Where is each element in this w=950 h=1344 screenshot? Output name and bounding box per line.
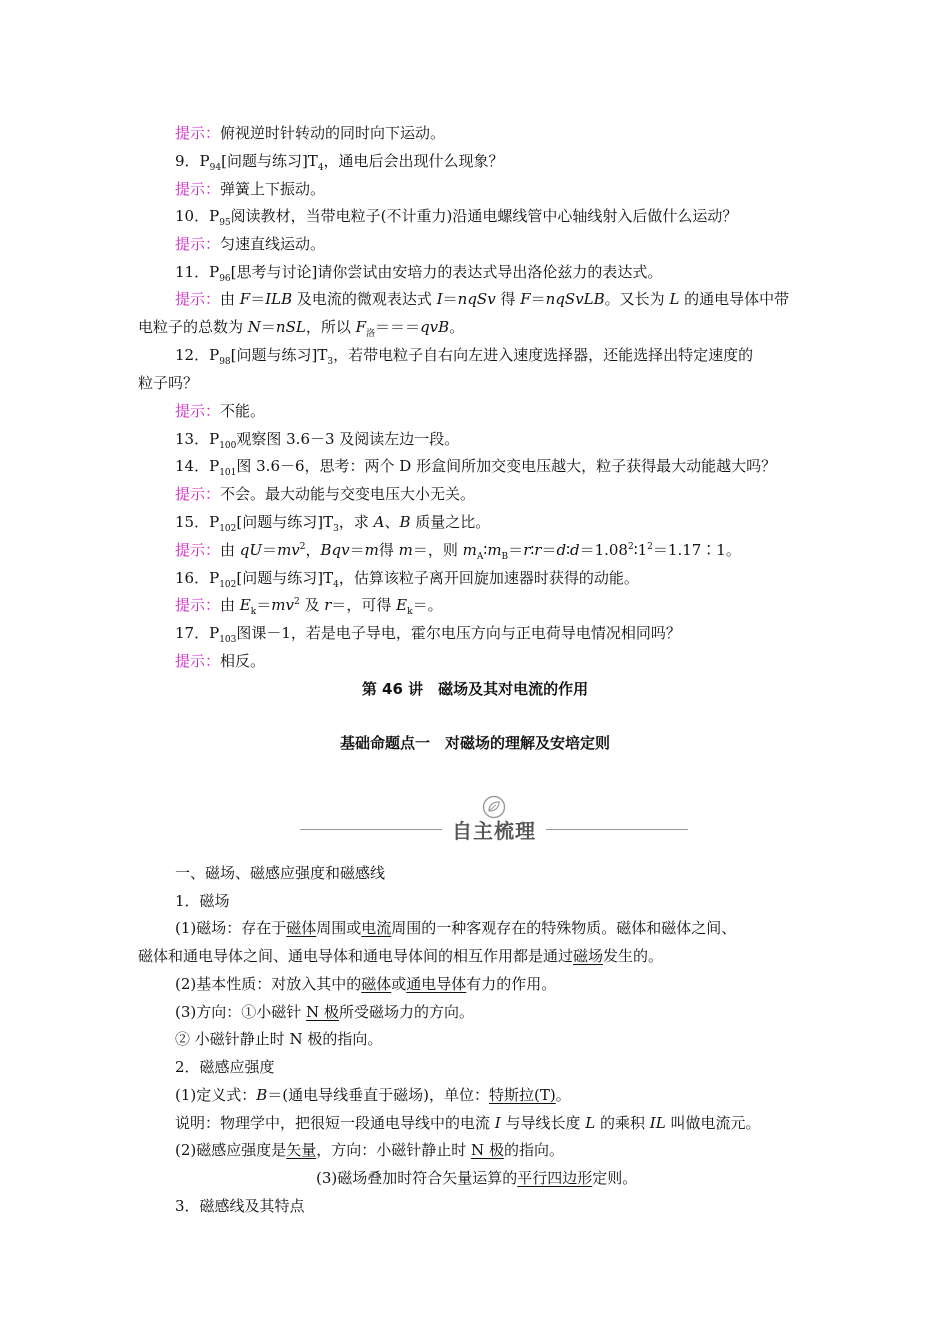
hint-text: 相反。 (220, 652, 266, 670)
t: nSL (275, 318, 306, 336)
q-text: 12．P (175, 346, 220, 364)
question-16 (175, 568, 855, 588)
t: ＝＝＝ (375, 318, 421, 336)
t: qvB (420, 318, 450, 336)
q-text: 10．P (175, 207, 220, 225)
hint-label: 提示： (175, 180, 221, 198)
t: (1)磁场：存在于 (175, 919, 287, 937)
t: 定则。 (592, 1169, 638, 1187)
t: 叫做电流元。 (665, 1114, 761, 1132)
q-sub: 98 (219, 357, 231, 367)
t: m (364, 541, 379, 559)
t: 的通电导体中带 (679, 290, 790, 308)
t: 。 (449, 318, 465, 336)
question-9 (175, 151, 855, 171)
t: B (256, 1086, 268, 1104)
t-sub: 洛 (366, 329, 376, 339)
t: ＝。 (412, 596, 443, 614)
t-sup: 2 (299, 542, 306, 552)
hint-continued (138, 317, 818, 337)
q-text: [思考与讨论]请你尝试由安培力的表达式导出洛伦兹力的表达式。 (230, 263, 663, 281)
t: ＝，可得 (331, 596, 397, 614)
t: 与导线长度 (500, 1114, 586, 1132)
t: ∶ (566, 541, 570, 559)
q-sub: 95 (219, 218, 231, 228)
body-line: ② 小磁针静止时 N 极的指向。 (175, 1030, 383, 1048)
t: m (398, 541, 413, 559)
t-sup: 2 (627, 542, 634, 552)
t: ＝1.17∶1。 (652, 541, 741, 559)
hint-label: 提示： (175, 124, 221, 142)
body-line (138, 946, 818, 966)
t: F (520, 290, 531, 308)
t: (3)磁场叠加时符合矢量运算的 (316, 1169, 518, 1187)
hint-text: 不能。 (220, 402, 266, 420)
t: ∶ (530, 541, 535, 559)
q-sub: 4 (317, 163, 324, 173)
q-text: [问题与练习]T (236, 513, 334, 531)
hint-label: 提示： (175, 402, 221, 420)
hint-line (175, 484, 855, 504)
q-text: ，通电后会出现什么现象？ (323, 152, 504, 170)
t: 由 (220, 596, 240, 614)
q-sub: 96 (219, 274, 231, 284)
hint-line (175, 289, 855, 309)
t: 磁体和通电导体之间、通电导体和通电导体间的相互作用都是通过 (138, 947, 574, 965)
q-text: 13．P (175, 430, 220, 448)
q-text: 图 3.6－6，思考：两个 D 形盒间所加交变电压越大，粒子获得最大动能越大吗？ (236, 457, 777, 475)
question-13 (175, 429, 855, 449)
body-line (175, 1113, 855, 1133)
hint-label: 提示： (175, 235, 221, 253)
t: ＝ (262, 541, 278, 559)
hint-label: 提示： (175, 652, 221, 670)
t: 周围的一种客观存在的特殊物质。磁体和磁体之间、 (391, 919, 737, 937)
t: ，方向：小磁针静止时 (316, 1141, 472, 1159)
t: ， (305, 541, 321, 559)
q-text: 17．P (175, 624, 220, 642)
t: nqSv (457, 290, 496, 308)
hint-text: 匀速直线运动。 (220, 235, 326, 253)
blank-answer: N 极 (471, 1141, 504, 1159)
q-sub: 94 (209, 163, 222, 173)
lecture-title: 第 46 讲 磁场及其对电流的作用 (361, 680, 589, 698)
blank-answer: N 极 (306, 1003, 339, 1021)
t: ＝ (541, 541, 557, 559)
t: ＝ (442, 290, 458, 308)
t: d (556, 541, 567, 559)
question-10 (175, 206, 855, 226)
t: m (487, 541, 502, 559)
q-text: ，若带电粒子自右向左进入速度选择器，还能选择出特定速度的 (333, 346, 754, 364)
t: E (239, 596, 251, 614)
blank-answer: 磁场 (573, 947, 604, 965)
body-subheading: 2．磁感应强度 (175, 1058, 275, 1076)
body-line (175, 1002, 855, 1022)
hint-label: 提示： (175, 485, 221, 503)
q-text: 观察图 3.6－3 及阅读左边一段。 (236, 430, 460, 448)
q-text: [问题与练习]T (236, 569, 334, 587)
hint-line (175, 123, 855, 143)
blank-answer: 平行四边形 (517, 1169, 593, 1187)
q-sub: 101 (219, 468, 237, 478)
hint-line (175, 651, 855, 671)
t: 电粒子的总数为 (138, 318, 248, 336)
t: mv (271, 596, 294, 614)
t: F (355, 318, 367, 336)
t: 。 (555, 1086, 571, 1104)
t-sub: B (501, 552, 509, 562)
t: 。又长为 (604, 290, 670, 308)
t: 所受磁场力的方向。 (338, 1003, 474, 1021)
t: 说明：物理学中，把很短一段通电导线中的电流 (175, 1114, 495, 1132)
q-text: 15．P (175, 513, 220, 531)
t: 及电流的微观表达式 (292, 290, 437, 308)
q-text: [问题与练习]T (221, 152, 318, 170)
t-sup: 2 (293, 597, 300, 607)
blank-answer: 特斯拉(T) (489, 1086, 556, 1104)
t: ＝ (349, 541, 365, 559)
t: ，所以 (305, 318, 356, 336)
q-text: 粒子吗？ (138, 374, 199, 392)
t: 有力的作用。 (466, 975, 557, 993)
q-text: 16．P (175, 569, 220, 587)
hint-label: 提示： (175, 541, 221, 559)
t: E (396, 596, 408, 614)
t: 由 (220, 541, 240, 559)
t: 由 (220, 290, 240, 308)
body-subheading: 1．磁场 (175, 892, 230, 910)
q-sub: 103 (219, 635, 237, 645)
t: 得 (495, 290, 521, 308)
t: ∶ (483, 541, 488, 559)
t: ＝ (508, 541, 524, 559)
hint-text: 弹簧上下振动。 (220, 180, 326, 198)
q-text: ，估算该粒子离开回旋加速器时获得的动能。 (338, 569, 639, 587)
t: ＝ (260, 318, 276, 336)
q-sub: 3 (327, 357, 334, 367)
t: (3)方向：①小磁针 (175, 1003, 307, 1021)
q-text: ，求 (338, 513, 374, 531)
t: d (569, 541, 580, 559)
t-sub: k (407, 607, 413, 617)
q-text: A (373, 513, 385, 531)
body-line (175, 1085, 855, 1105)
question-17 (175, 623, 855, 643)
q-text: 9．P (175, 152, 210, 170)
body-line (175, 918, 855, 938)
banner-title: 自主梳理 (452, 819, 536, 843)
q-text: 11．P (175, 263, 220, 281)
hint-text: 俯视逆时针转动的同时向下运动。 (220, 124, 446, 142)
t: 周围或 (316, 919, 362, 937)
t: L (585, 1114, 596, 1132)
q-text: 质量之比。 (410, 513, 491, 531)
t: ＝ (250, 290, 266, 308)
t: 及 (299, 596, 325, 614)
q-text: 、 (384, 513, 400, 531)
blank-answer: 磁体 (286, 919, 317, 937)
question-15 (175, 512, 855, 532)
q-text: 14．P (175, 457, 220, 475)
t: N (247, 318, 261, 336)
t: qU (239, 541, 263, 559)
hint-line (175, 540, 855, 560)
blank-answer: 通电导体 (406, 975, 467, 993)
question-12-continued (138, 373, 818, 393)
t: m (462, 541, 477, 559)
blank-answer: 电流 (361, 919, 392, 937)
t: ILB (265, 290, 293, 308)
t: ∶1 (633, 541, 648, 559)
hint-label: 提示： (175, 596, 221, 614)
t: I (436, 290, 443, 308)
body-subheading: 3．磁感线及其特点 (175, 1197, 305, 1215)
body-line (175, 974, 855, 994)
q-sub: 102 (219, 524, 237, 534)
t-sub: k (250, 607, 257, 617)
q-sub: 100 (219, 441, 237, 451)
hint-line (175, 179, 855, 199)
q-text: 图课－1，若是电子导电，霍尔电压方向与正电荷导电情况相同吗？ (236, 624, 681, 642)
t: mv (277, 541, 300, 559)
t: 发生的。 (603, 947, 664, 965)
t: r (534, 541, 542, 559)
question-12 (175, 345, 855, 365)
question-14 (175, 456, 855, 476)
t: ＝，则 (412, 541, 463, 559)
blank-answer: 矢量 (286, 1141, 317, 1159)
q-text: B (399, 513, 411, 531)
q-sub: 102 (219, 580, 237, 590)
t: 得 (378, 541, 399, 559)
hint-line (175, 401, 855, 421)
t: ＝1.08 (579, 541, 628, 559)
blank-answer: 磁体 (361, 975, 392, 993)
section-banner (300, 795, 688, 851)
t: ＝ (530, 290, 546, 308)
body-line (175, 1140, 855, 1160)
t: 的指向。 (503, 1141, 564, 1159)
t: F (239, 290, 251, 308)
t: Bqv (320, 541, 350, 559)
q-text: [问题与练习]T (230, 346, 328, 364)
question-11 (175, 262, 855, 282)
t: ＝ (256, 596, 272, 614)
t: r (523, 541, 531, 559)
q-sub: 4 (333, 580, 339, 590)
hint-text: 不会。最大动能与交变电压大小无关。 (220, 485, 476, 503)
t: 的乘积 (595, 1114, 650, 1132)
q-text: 阅读教材，当带电粒子(不计重力)沿通电螺线管中心轴线射入后做什么运动？ (230, 207, 738, 225)
section-title: 基础命题点一 对磁场的理解及安培定则 (339, 734, 610, 752)
t: ＝(通电导线垂直于磁场)，单位： (267, 1086, 489, 1104)
t: r (324, 596, 332, 614)
t: 或 (391, 975, 407, 993)
hint-label: 提示： (175, 290, 221, 308)
t: (2)基本性质：对放入其中的 (175, 975, 362, 993)
q-sub: 3 (333, 524, 339, 534)
body-line (316, 1168, 816, 1188)
t: L (669, 290, 680, 308)
t: nqSvLB (545, 290, 605, 308)
t: IL (649, 1114, 666, 1132)
hint-line (175, 234, 855, 254)
t: (1)定义式： (175, 1086, 257, 1104)
t: (2)磁感应强度是 (175, 1141, 287, 1159)
hint-line (175, 595, 855, 615)
body-heading: 一、磁场、磁感应强度和磁感线 (175, 864, 386, 882)
t-sup: 2 (647, 542, 653, 552)
t-sub: A (476, 552, 484, 562)
t: I (494, 1114, 501, 1132)
